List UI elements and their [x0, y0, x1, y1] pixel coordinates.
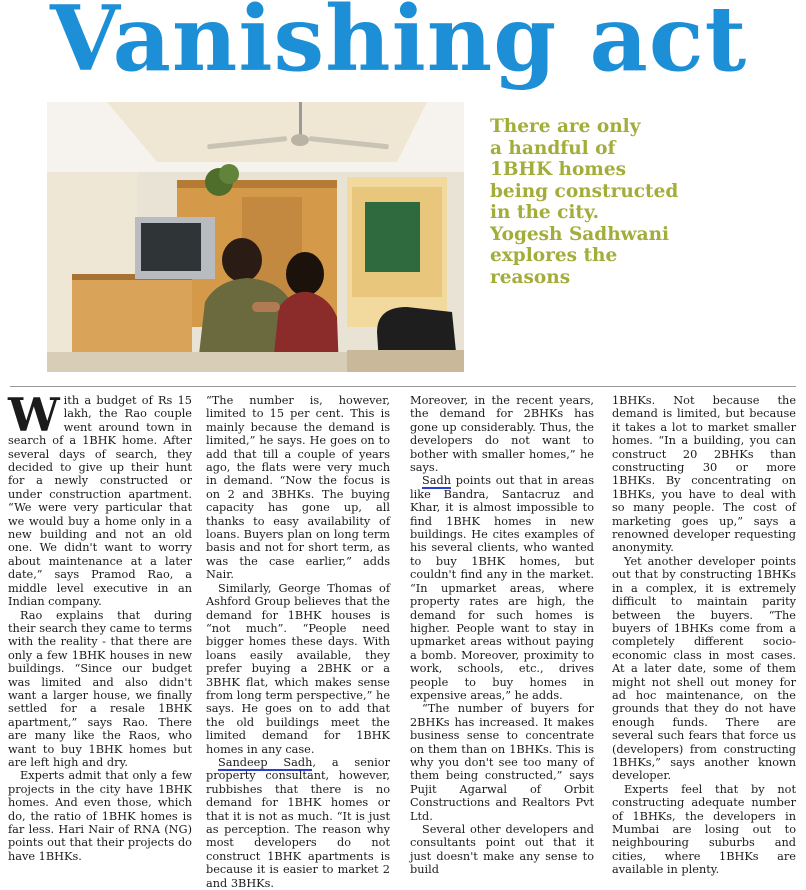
deck-line: Yogesh Sadhwani: [490, 223, 670, 245]
article-paragraph: Experts feel that by not constructing adequate number of 1BHKs, the developers in Mumbai are losing out to neighbouring suburbs and cities, where 1BHKs are available in plenty.: [612, 782, 796, 877]
article-paragraph: Moreover, in the recent years, the demand for 2BHKs has gone up considerably. Thus, the developers do not want to bother with smaller homes,” he says.: [410, 394, 594, 475]
paragraph-text: points out that in areas like Bandra, Santacruz and Khar, it is almost impossible to find 1BHK homes in new buildings. He cites examples of his several clients, who wanted to buy 1BHK homes, but couldn't find any in the market. “In upmarket areas, where property rates are high, the demand for such homes is higher. People want to stay in upmarket areas without paying a bomb. Moreover, proximity to work, schools, etc., drives people to buy homes in expensive areas,” he adds.: [410, 474, 594, 702]
article-paragraph: Experts admit that only a few projects in the city have 1BHK homes. And even those, which do, the ratio of 1BHK homes is far less. Hari Nair of RNA (NG) points out that their projects do have 1BHKs.: [8, 769, 192, 863]
article-column-2: [206, 394, 390, 890]
dropcap: W: [8, 388, 60, 442]
article-column-1: [8, 388, 192, 863]
paragraph-text: ith a budget of Rs 15 lakh, the Rao couple went around town in search of a 1BHK home. After several days of search, they decided to give up their hunt for a newly constructed or under construction apartment. “We were very particular that we would buy a home only in a new building and not an old one. We didn't want to worry about maintenance at a later date,” says Pramod Rao, a middle level executive in an Indian company.: [8, 394, 192, 609]
name-link[interactable]: Sandeep Sadh: [218, 755, 313, 769]
divider: [10, 386, 796, 387]
headline: Vanishing act: [50, 0, 748, 92]
article-paragraph: Yet another developer points out that by constructing 1BHKs in a complex, it is extremely difficult to maintain parity between the buyers. “The buyers of 1BHKs come from a completely different socio-economic class in most cases. At a later date, some of them might not shell out money for ad hoc maintenance, on the grounds that they do not have enough funds. There are several such fears that force us (developers) from constructing 1BHKs,” says another known developer.: [612, 554, 796, 783]
name-link[interactable]: Sadh: [422, 474, 451, 488]
deck-line: 1BHK homes: [490, 159, 627, 180]
article-paragraph: [206, 756, 390, 890]
article-paragraph: “The number of buyers for 2BHKs has increased. It makes business sense to concentrate on them than on 1BHKs. This is why you don't see too many of them being constructed,” says Pujit Agarwal of Orbit Constructions and Realtors Pvt Ltd.: [410, 702, 594, 823]
article-paragraph: Rao explains that during their search they came to terms with the reality - that there are only a few 1BHK houses in new buildings. “Since our budget was limited and also didn't want a larger house, we finally settled for a resale 1BHK apartment,” says Rao. There are many like the Raos, who want to buy 1BHK homes but are left high and dry.: [8, 608, 192, 769]
article-column-4: [612, 394, 796, 877]
deck-line: There are only: [490, 116, 641, 137]
couple-in-apartment-photo: [47, 102, 464, 372]
article-paragraph: [8, 388, 192, 609]
article-paragraph: [410, 474, 594, 702]
deck-line: in the city.: [490, 202, 600, 223]
deck-line: a handful of: [490, 137, 616, 159]
article-paragraph: 1BHKs. Not because the demand is limited, but because it takes a lot to market smaller homes. “In a building, you can construct 20 2BHKs than constructing 30 or more 1BHKs. By concentrating on 1BHKs, you have to deal with so many people. The cost of marketing goes up,” says a renowned developer requesting anonymity.: [612, 394, 796, 555]
deck-line: reasons: [490, 266, 571, 288]
article-paragraph: Similarly, George Thomas of Ashford Group believes that the demand for 1BHK houses is “not much”. “People need bigger homes these days. With loans easily available, they prefer buying a 2BHK or a 3BHK flat, which makes sense from long term perspective,” he says. He goes on to add that the old buildings meet the limited demand for 1BHK homes in any case.: [206, 581, 390, 756]
deck: [490, 116, 790, 288]
deck-line: being constructed: [490, 180, 679, 202]
article-paragraph: Several other developers and consultants point out that it just doesn't make any sense to build: [410, 823, 594, 877]
article-paragraph: “The number is, however, limited to 15 per cent. This is mainly because the demand is limited,” he says. He goes on to add that till a couple of years ago, the flats were very much in demand. “Now the focus is on 2 and 3BHKs. The buying capacity has gone up, all thanks to easy availability of loans. Buyers plan on long term basis and not for short term, as was the case earlier,” adds Nair.: [206, 394, 390, 582]
article-column-3: [410, 394, 594, 877]
paragraph-text: , a senior property consultant, however, rubbishes that there is no demand for 1BHK homes or that it is not as much. “It is just as perception. The reason why most developers do not construct 1BHK apartments is because it is easier to market 2 and 3BHKs.: [206, 755, 390, 890]
deck-line: explores the: [490, 245, 618, 266]
